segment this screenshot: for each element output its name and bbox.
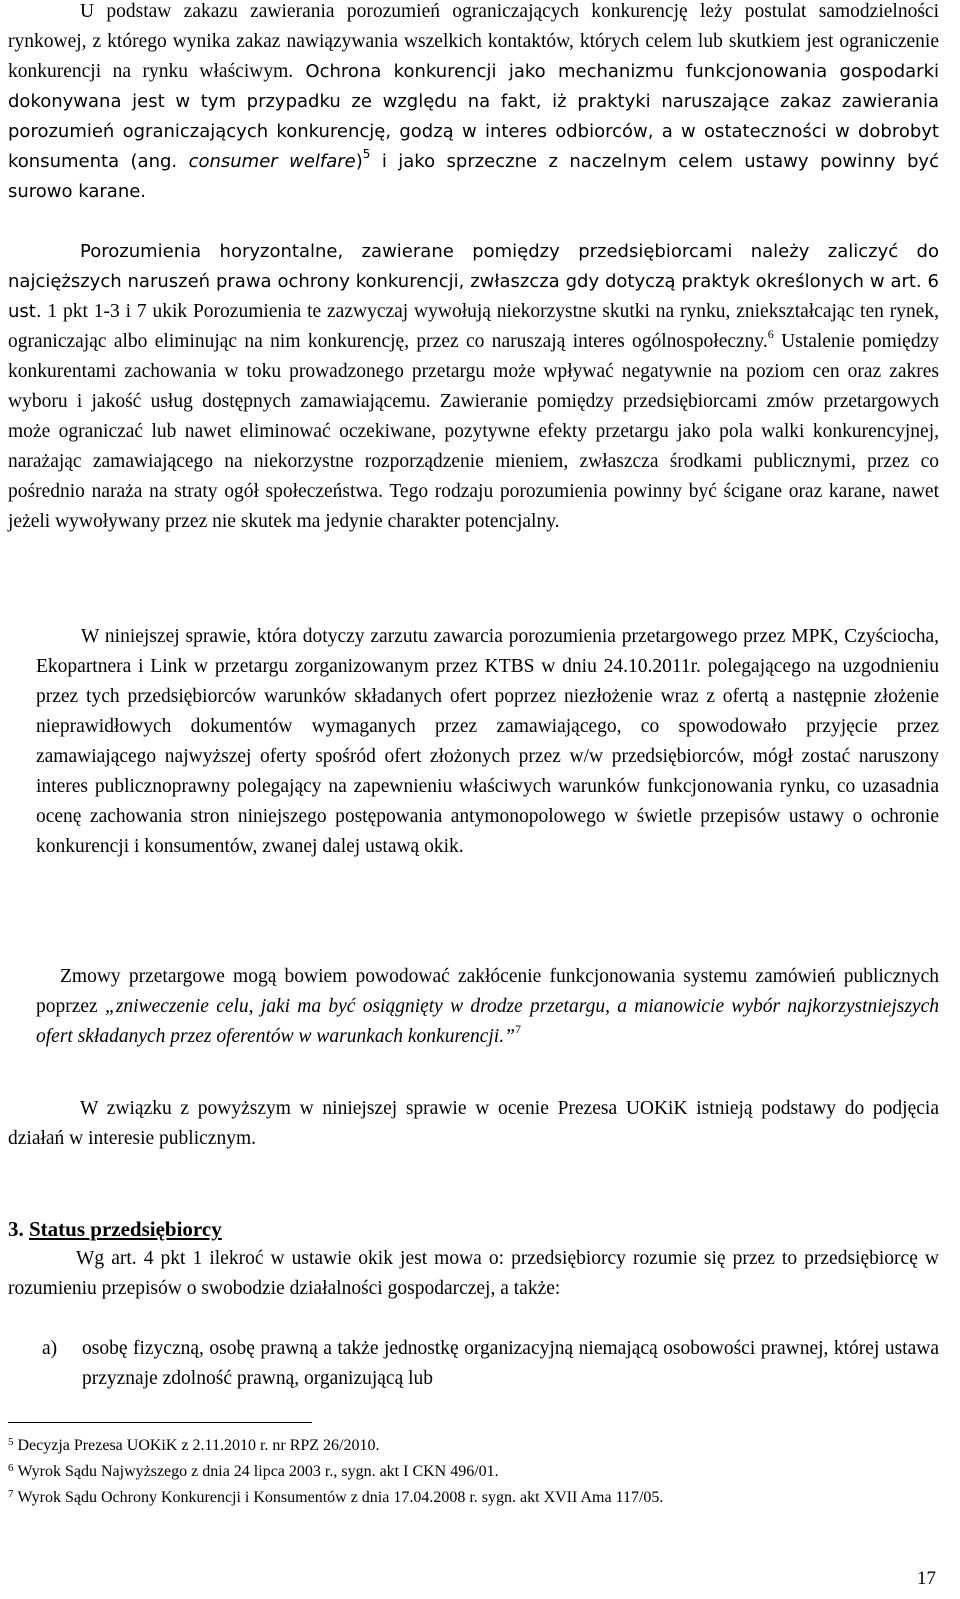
paragraph-1-part-a: U podstaw zakazu zawierania porozumień ograniczających konkurencję leży postulat samodzielności rynkowej, z którego wynika zakaz nawiązywania wszelkich kontaktów, których celem lub skutkiem jest ograniczenie konkurencji na rynku właściwym. [8, 1, 939, 82]
paragraph-5 [8, 1094, 939, 1154]
paragraph-5-text: W związku z powyższym w niniejszej sprawie w ocenie Prezesa UOKiK istnieją podstawy do podjęcia działań w interesie publicznym. [8, 1098, 939, 1149]
footnote-6 [8, 1461, 499, 1483]
list-item-a-text [82, 1334, 939, 1394]
section-heading-number: 3. [8, 1217, 29, 1241]
footnote-ref-7: 7 [514, 1022, 521, 1036]
paragraph-2-part-a: Porozumienia horyzontalne, zawierane pomiędzy przedsiębiorcami należy zaliczyć do najcięższych naruszeń prawa ochrony konkurencji, zwłaszcza gdy dotyczą praktyk określonych w art. 6 ust. [8, 241, 939, 322]
paragraph-3-text: W niniejszej sprawie, która dotyczy zarzutu zawarcia porozumienia przetargowego przez MPK, Czyściocha, Ekopartnera i Link w przetargu zorganizowanym przez KTBS w dniu 24.10.2011r. polegającego na uzgodnieniu przez tych przedsiębiorców warunków składanych ofert poprzez niezłożenie wraz z ofertą a następnie złożenie nieprawidłowych dokumentów wymaganych przez zamawiającego, co spowodowało przyjęcie przez zamawiającego najwyższej oferty spośród ofert złożonych przez w/w przedsiębiorców, mógł zostać naruszony interes publicznoprawny polegający na zapewnieniu właściwych warunków funkcjonowania rynku, co uzasadnia ocenę zachowania stron niniejszego postępowania antymonopolowego w świetle przepisów ustawy o ochronie konkurencji i konsumentów, zwanej dalej ustawą okik. [36, 626, 939, 857]
paragraph-4-text: Zmowy przetargowe mogą bowiem powodować zakłócenie funkcjonowania systemu zamówień publicznych poprzez [36, 966, 939, 1017]
paragraph-4 [36, 962, 939, 1052]
footnote-5 [8, 1435, 380, 1457]
paragraph-2-part-b: 1 pkt 1-3 i 7 ukik Porozumienia te zazwyczaj wywołują niekorzystne skutki na rynku, zniekształcając ten rynek, ograniczając albo eliminując na nim konkurencję, przez co naruszają interes ogólnospołeczny. [8, 301, 939, 352]
paragraph-3 [36, 622, 939, 862]
paragraph-2 [8, 237, 939, 537]
footnote-6-number: 6 [8, 1462, 14, 1474]
paragraph-1-part-b: Ochrona konkurencji jako mechanizmu funkcjonowania gospodarki dokonywana jest w tym przypadku ze względu na fakt, iż praktyki naruszające zakaz zawierania porozumień ograniczających konkurencję, godzą w interes odbiorców, a w ostateczności w dobrobyt konsumenta (ang. [8, 61, 939, 172]
paragraph-1 [8, 0, 939, 207]
footnote-ref-5: 5 [362, 147, 371, 161]
paragraph-1-part-c: ) [355, 151, 363, 172]
paragraph-6-text: Wg art. 4 pkt 1 ilekroć w ustawie okik jest mowa o: przedsiębiorcy rozumie się przez to przedsiębiorcę w rozumieniu przepisów o swobodzie działalności gospodarczej, a także: [8, 1248, 939, 1299]
footnote-7-text: Wyrok Sądu Ochrony Konkurencji i Konsumentów z dnia 17.04.2008 r. sygn. akt XVII Ama 117/05. [17, 1489, 664, 1506]
footnote-5-number: 5 [8, 1436, 14, 1448]
footnote-ref-6: 6 [767, 327, 774, 341]
footnote-6-text: Wyrok Sądu Najwyższego z dnia 24 lipca 2003 r., sygn. akt I CKN 496/01. [17, 1463, 499, 1480]
footnote-5-text: Decyzja Prezesa UOKiK z 2.11.2010 r. nr RPZ 26/2010. [17, 1437, 380, 1454]
section-heading-title: Status przedsiębiorcy [29, 1217, 222, 1241]
paragraph-2-part-c: Ustalenie pomiędzy konkurentami zachowania w toku prowadzonego przetargu może wpływać negatywnie na poziom cen oraz zakres wyboru i jakość usług dostępnych zamawiającemu. Zawieranie pomiędzy przedsiębiorcami zmów przetargowych może ograniczać lub nawet eliminować oczekiwane, pozytywne efekty przetargu jako pola walki konkurencyjnej, narażając zamawiającego na niekorzystne rozporządzenie mieniem, zwłaszcza środkami publicznymi, przez co pośrednio naraża na straty ogół społeczeństwa. Tego rodzaju porozumienia powinny być ścigane oraz karane, nawet jeżeli wywoływany przez nie skutek ma jedynie charakter potencjalny. [8, 331, 939, 532]
paragraph-4-quote: „zniweczenie celu, jaki ma być osiągnięty w drodze przetargu, a mianowicie wybór najkorzystniejszych ofert składanych przez oferentów w warunkach konkurencji.” [36, 996, 939, 1047]
footnote-7 [8, 1487, 663, 1509]
section-heading [8, 1214, 222, 1244]
footnote-7-number: 7 [8, 1488, 14, 1500]
paragraph-1-italic: consumer welfare [188, 151, 356, 172]
page-number: 17 [917, 1568, 936, 1589]
list-item-a-body: osobę fizyczną, osobę prawną a także jednostkę organizacyjną niemającą osobowości prawnej, której ustawa przyznaje zdolność prawną, organizującą lub [82, 1338, 939, 1389]
paragraph-6 [8, 1244, 939, 1304]
paragraph-1-part-d: i jako sprzeczne z naczelnym celem ustawy powinny być surowo karane. [8, 151, 939, 202]
list-item-a-marker: a) [42, 1338, 58, 1359]
footnote-separator [8, 1422, 312, 1423]
